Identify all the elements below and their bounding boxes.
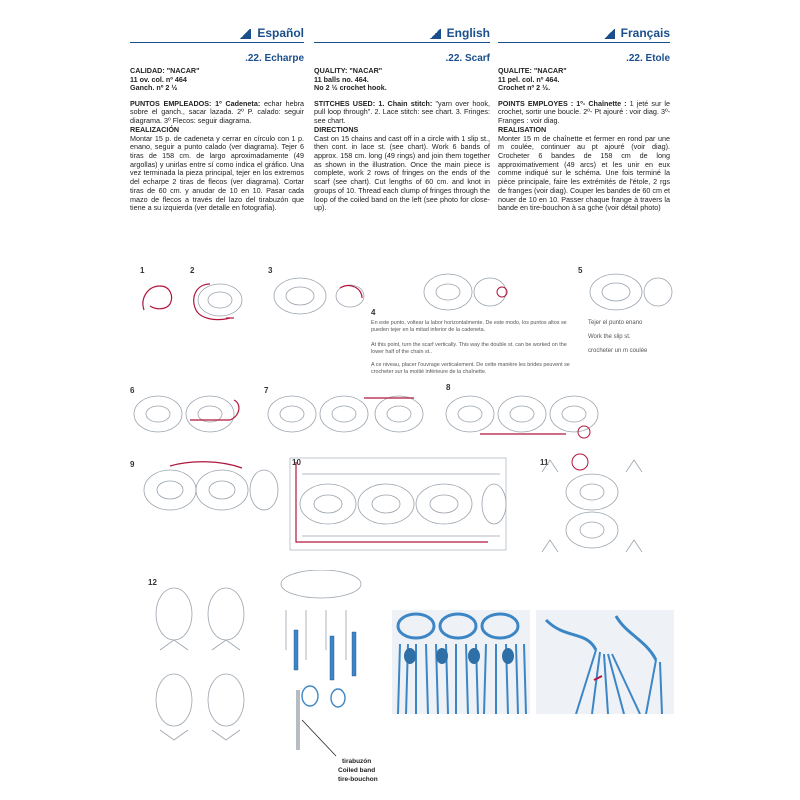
materials: QUALITY: "NACAR" 11 balls no. 464. No 2 ½ crochet hook.: [314, 66, 387, 93]
figure-number: 11: [540, 458, 549, 467]
materials: QUALITE: "NACAR" 11 pel. col. nº 464. Crochet nº 2 ½.: [498, 66, 567, 93]
coil-label-en: Coiled band: [338, 767, 376, 774]
figure-number: 9: [130, 460, 135, 469]
coil-label-fr: tire-bouchon: [338, 776, 378, 783]
flag-marker-icon: [603, 29, 615, 39]
fringe-diagram: [266, 570, 376, 760]
flag-marker-icon: [429, 29, 441, 39]
step4-note-en: At this point, turn the scarf vertically. This way the double st. can be worked on the lower half of the chain st..: [371, 342, 567, 355]
crochet-diagram-3: [270, 272, 370, 322]
pattern-number: .22. Scarf: [445, 53, 490, 64]
figure-number: 5: [578, 266, 583, 275]
figure-number: 10: [292, 458, 301, 467]
language-label: Español: [257, 26, 304, 40]
flag-marker-icon: [239, 29, 251, 39]
language-header-es: [130, 20, 304, 43]
figure-number: 1: [140, 266, 145, 275]
instructions: PUNTOS EMPLEADOS: 1º Cadeneta: echar hebra sobre el ganch., sacar lazada. 2º P. calado: seguir diagrama. 3º Flecos: seguir diagrama. REALIZACIÓN Montar 15 p. de cadeneta y cerrar en círculo con 1 p. enano, seguir a punto calado (ver diagrama). Tejer 6 tiras de 158 cm. de largo aproximadamente (49 argollas) y unirlas entre sí como indica el gráfico. Una vez terminada la pieza principal, tejer en los extremos del echarpe 2 tiras de flecos (ver diagrama). Cortar tiras de 60 cm. y anudar de 10 en 10. Pasar cada mazo de flecos a través del lazo del tirabuzón que tiene a su izquierda (ver detalle en fotografía).: [130, 98, 305, 213]
step5-legend-fr: crocheter un m coulée: [588, 348, 648, 354]
column-spanish: [130, 20, 304, 213]
figure-number: 8: [446, 383, 451, 392]
figure-number: 12: [148, 578, 157, 587]
step4-note-es: En este punto, voltear la labor horizontalmente. De este modo, los puntos altos se pueden tejer en la mitad inferior de la cadeneta.: [371, 320, 567, 333]
language-header-fr: [498, 20, 670, 43]
figure-number: 6: [130, 386, 135, 395]
language-header-en: [314, 20, 490, 43]
pattern-number: .22. Echarpe: [245, 53, 304, 64]
figure-number: 3: [268, 266, 273, 275]
column-english: [314, 20, 490, 213]
materials: CALIDAD: "NACAR" 11 ov. col. nº 464 Ganch. nº 2 ½: [130, 66, 200, 93]
instructions: POINTS EMPLOYES : 1º- Chaînette : 1 jeté sur le crochet, sortir une boucle. 2º- Pt ajouré : voir diag. 3º- Franges : voir diag. REALISATION Monter 15 m de chaînette et fermer en rond par une m coulée, continuer au pt ajouré (voir diag). Crocheter 6 bandes de 158 cm de long approximativement (49 arcs) et les unir en eux comme indiqué sur le schéma. Une fois terminé la pièce principale, faire les extrémités de l'étole, 2 rgs de franges (voir diag). Couper les bandes de 60 cm et nouer de 10 en 10. Passer chaque frange à travers la bande en tire-bouchon à sa gche (voir détail photo): [498, 98, 671, 213]
crochet-diagram-12: [150, 580, 250, 750]
figure-number: 7: [264, 386, 269, 395]
instructions: STITCHES USED: 1. Chain stitch: "yarn over hook, pull loop through". 2. Lace stitch: see chart. 3. Fringes: see chart. DIRECTIONS Cast on 15 chains and cast off in a circle with 1 slip st., then cont. in lace st. (see chart). Work 6 bands of approx. 158 cm. long (49 rings) and join them together as shown in the illustration. Once the main piece is complete, work 2 rows of fringes on the ends of the scarf (see chart). Cut lengths of 60 cm. and knot in groups of 10. Thread each clump of fringes through the loop of the coiled band on the left (see photo for close-up).: [314, 98, 491, 213]
crochet-diagram-11: [522, 452, 662, 560]
figure-number: 4: [371, 308, 376, 317]
crochet-diagram-9: [140, 456, 280, 516]
step5-legend-es: Tejer el punto enano: [588, 320, 643, 326]
crochet-diagram-1-2: [130, 270, 260, 330]
coil-label-es: tirabuzón: [342, 758, 372, 765]
fringe-photo-right: [536, 610, 674, 714]
crochet-diagram-8: [440, 388, 605, 442]
step4-note-fr: A ce niveau, placer l'ouvrage verticalement. De cette manière les brides peuvent se crocheter sur la moitié inférieure de la chaînette.: [371, 362, 570, 375]
crochet-diagram-4: [420, 268, 510, 318]
language-label: Français: [620, 26, 670, 40]
crochet-diagram-6: [130, 390, 250, 440]
crochet-diagram-7: [264, 390, 434, 440]
pattern-number: .22. Etole: [626, 53, 670, 64]
step5-legend-en: Work the slip st.: [588, 334, 631, 340]
crochet-diagram-10: [288, 456, 510, 554]
crochet-diagram-5: [586, 268, 676, 318]
figure-number: 2: [190, 266, 195, 275]
language-label: English: [446, 26, 490, 40]
fringe-photo-left: [392, 610, 530, 714]
column-french: [498, 20, 670, 213]
